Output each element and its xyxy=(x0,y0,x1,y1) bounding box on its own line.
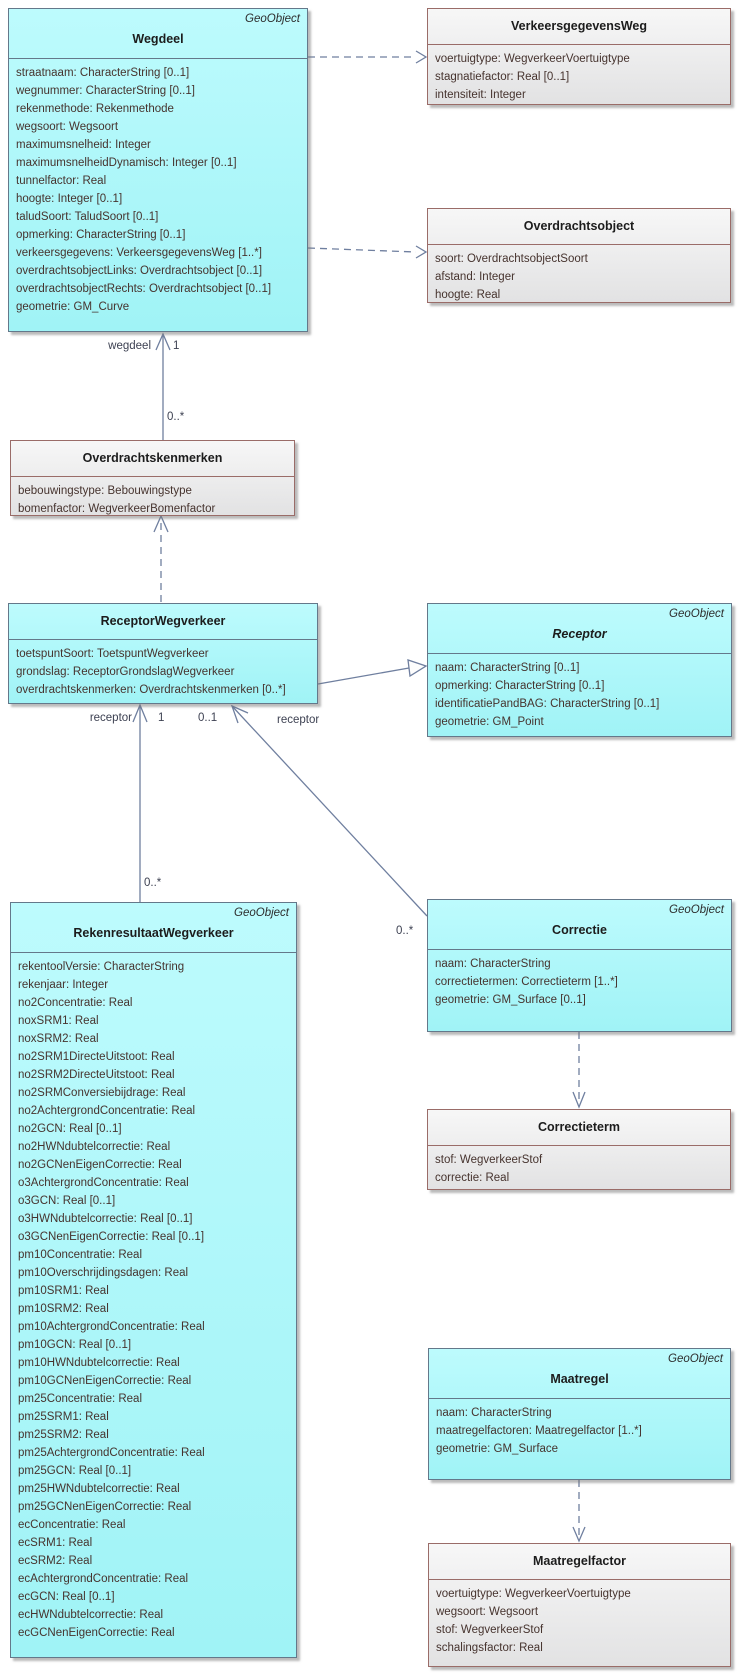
class-title: Overdrachtsobject xyxy=(523,219,635,233)
attribute: intensiteit: Integer xyxy=(435,89,526,101)
multiplicity-label: 1 xyxy=(173,340,180,352)
attribute-list xyxy=(429,1399,730,1458)
attribute: soort: OverdrachtsobjectSoort xyxy=(435,253,588,265)
connector-wegdeel-verkeersgegevensweg[interactable] xyxy=(308,51,426,63)
attribute-list xyxy=(428,245,730,304)
attribute-list xyxy=(428,654,731,731)
class-title: VerkeersgegevensWeg xyxy=(511,19,647,33)
connector-maatregel-maatregelfactor[interactable] xyxy=(573,1480,585,1541)
class-maatregelfactor[interactable] xyxy=(428,1543,731,1667)
attribute: maximumsnelheid: Integer xyxy=(16,139,151,151)
attribute: stagnatiefactor: Real [0..1] xyxy=(435,71,570,83)
attribute-list xyxy=(11,477,294,518)
attribute: verkeersgegevens: VerkeersgegevensWeg [1..*] xyxy=(16,247,262,259)
stereotype-label: GeoObject xyxy=(669,904,724,916)
attribute: maximumsnelheidDynamisch: Integer [0..1] xyxy=(16,157,237,169)
connector-receptorwegverkeer-receptor[interactable] xyxy=(318,660,426,684)
class-header xyxy=(428,9,730,45)
attribute: pm10HWNdubtelcorrectie: Real xyxy=(18,1357,180,1369)
class-header xyxy=(428,900,731,950)
attribute: pm25GCN: Real [0..1] xyxy=(18,1465,132,1477)
attribute: voertuigtype: WegverkeerVoertuigtype xyxy=(435,53,630,65)
attribute: pm10GCNenEigenCorrectie: Real xyxy=(18,1375,192,1387)
class-title: ReceptorWegverkeer xyxy=(100,614,226,628)
attribute: pm10GCN: Real [0..1] xyxy=(18,1339,132,1351)
class-header xyxy=(9,604,317,640)
attribute: no2SRM1DirecteUitstoot: Real xyxy=(18,1051,175,1063)
attribute: pm25Concentratie: Real xyxy=(18,1393,143,1405)
class-header xyxy=(428,209,730,245)
attribute: ecSRM1: Real xyxy=(18,1537,93,1549)
attribute: no2GCN: Real [0..1] xyxy=(18,1123,122,1135)
attribute: no2Concentratie: Real xyxy=(18,997,133,1009)
multiplicity-label: 0..* xyxy=(167,411,185,423)
class-header xyxy=(11,441,294,477)
attribute: pm25SRM2: Real xyxy=(18,1429,109,1441)
attribute: pm25GCNenEigenCorrectie: Real xyxy=(18,1501,192,1513)
attribute: geometrie: GM_Point xyxy=(435,716,544,728)
class-title: Maatregelfactor xyxy=(532,1554,627,1568)
attribute: wegnummer: CharacterString [0..1] xyxy=(16,85,195,97)
attribute: rekenmethode: Rekenmethode xyxy=(16,103,174,115)
attribute-list xyxy=(428,1146,730,1187)
attribute: overdrachtskenmerken: Overdrachtskenmerken [0..*] xyxy=(16,684,286,696)
attribute: correctietermen: Correctieterm [1..*] xyxy=(435,976,618,988)
attribute: hoogte: Integer [0..1] xyxy=(16,193,123,205)
class-title: Maatregel xyxy=(550,1372,609,1386)
attribute: stof: WegverkeerStof xyxy=(435,1154,543,1166)
attribute: o3GCNenEigenCorrectie: Real [0..1] xyxy=(18,1231,205,1243)
stereotype-label: GeoObject xyxy=(668,1353,723,1365)
attribute: ecConcentratie: Real xyxy=(18,1519,126,1531)
attribute: pm10SRM1: Real xyxy=(18,1285,109,1297)
connector-overdrachtskenmerken-wegdeel[interactable] xyxy=(156,334,170,440)
attribute: overdrachtsobjectLinks: Overdrachtsobject [0..1] xyxy=(16,265,263,277)
attribute: o3GCN: Real [0..1] xyxy=(18,1195,116,1207)
attribute: o3HWNdubtelcorrectie: Real [0..1] xyxy=(18,1213,193,1225)
class-wegdeel[interactable] xyxy=(8,8,308,332)
attribute: pm25SRM1: Real xyxy=(18,1411,109,1423)
class-correctie[interactable] xyxy=(427,899,732,1032)
attribute-list xyxy=(9,640,317,699)
attribute: ecGCNenEigenCorrectie: Real xyxy=(18,1627,175,1639)
attribute: naam: CharacterString xyxy=(436,1407,552,1419)
attribute: ecGCN: Real [0..1] xyxy=(18,1591,115,1603)
attribute: geometrie: GM_Surface [0..1] xyxy=(435,994,586,1006)
class-receptor[interactable] xyxy=(427,603,732,737)
attribute: pm10SRM2: Real xyxy=(18,1303,109,1315)
attribute: pm25HWNdubtelcorrectie: Real xyxy=(18,1483,180,1495)
class-title: Correctie xyxy=(552,923,607,937)
class-receptorwegverkeer[interactable] xyxy=(8,603,318,704)
attribute-list xyxy=(9,59,307,316)
attribute: ecHWNdubtelcorrectie: Real xyxy=(18,1609,164,1621)
connector-receptorwegverkeer-overdrachtskenmerken[interactable] xyxy=(154,516,168,602)
attribute: toetspuntSoort: ToetspuntWegverkeer xyxy=(16,648,209,660)
attribute: noxSRM1: Real xyxy=(18,1015,99,1027)
class-title: Correctieterm xyxy=(538,1120,620,1134)
class-correctieterm[interactable] xyxy=(427,1109,731,1190)
stereotype-label: GeoObject xyxy=(245,13,300,25)
attribute: rekentoolVersie: CharacterString xyxy=(18,961,185,973)
multiplicity-label: 1 xyxy=(158,712,165,724)
stereotype-label: GeoObject xyxy=(234,907,289,919)
attribute: bomenfactor: WegverkeerBomenfactor xyxy=(18,503,216,515)
class-verkeersgegevensweg[interactable] xyxy=(427,8,731,105)
attribute: geometrie: GM_Curve xyxy=(16,301,130,313)
attribute: pm10Overschrijdingsdagen: Real xyxy=(18,1267,189,1279)
class-rekenresultaatwegverkeer[interactable] xyxy=(10,902,297,1658)
class-header xyxy=(429,1349,730,1399)
attribute: no2GCNenEigenCorrectie: Real xyxy=(18,1159,182,1171)
attribute: noxSRM2: Real xyxy=(18,1033,99,1045)
attribute: voertuigtype: WegverkeerVoertuigtype xyxy=(436,1588,631,1600)
attribute: wegsoort: Wegsoort xyxy=(436,1606,539,1618)
attribute: bebouwingstype: Bebouwingstype xyxy=(18,485,192,497)
class-overdrachtsobject[interactable] xyxy=(427,208,731,303)
class-maatregel[interactable] xyxy=(428,1348,731,1480)
class-title: RekenresultaatWegverkeer xyxy=(73,926,234,940)
attribute: taludSoort: TaludSoort [0..1] xyxy=(16,211,159,223)
attribute: correctie: Real xyxy=(435,1172,510,1184)
attribute: naam: CharacterString xyxy=(435,958,551,970)
attribute: overdrachtsobjectRechts: Overdrachtsobject [0..1] xyxy=(16,283,272,295)
multiplicity-label: 0..1 xyxy=(198,712,218,724)
attribute: grondslag: ReceptorGrondslagWegverkeer xyxy=(16,666,235,678)
role-label-receptor: receptor xyxy=(277,714,320,726)
attribute-list xyxy=(429,1580,730,1657)
attribute: hoogte: Real xyxy=(435,289,501,301)
attribute: no2AchtergrondConcentratie: Real xyxy=(18,1105,196,1117)
attribute: rekenjaar: Integer xyxy=(18,979,109,991)
class-title: Receptor xyxy=(552,627,607,641)
class-header xyxy=(429,1544,730,1580)
attribute: no2SRM2DirecteUitstoot: Real xyxy=(18,1069,175,1081)
attribute: opmerking: CharacterString [0..1] xyxy=(435,680,605,692)
attribute: wegsoort: Wegsoort xyxy=(16,121,119,133)
connector-correctie-receptorwegverkeer[interactable] xyxy=(232,706,427,916)
connector-correctie-correctieterm[interactable] xyxy=(573,1032,585,1107)
attribute: pm25AchtergrondConcentratie: Real xyxy=(18,1447,205,1459)
attribute: no2HWNdubtelcorrectie: Real xyxy=(18,1141,171,1153)
attribute-list xyxy=(428,45,730,104)
attribute: opmerking: CharacterString [0..1] xyxy=(16,229,186,241)
attribute: stof: WegverkeerStof xyxy=(436,1624,544,1636)
class-title: Wegdeel xyxy=(132,32,184,46)
connector-wegdeel-overdrachtsobject[interactable] xyxy=(308,246,426,258)
attribute: pm10Concentratie: Real xyxy=(18,1249,143,1261)
attribute: ecSRM2: Real xyxy=(18,1555,93,1567)
class-header xyxy=(11,903,296,953)
attribute: naam: CharacterString [0..1] xyxy=(435,662,580,674)
role-label-wegdeel: wegdeel xyxy=(108,340,151,352)
stereotype-label: GeoObject xyxy=(669,608,724,620)
attribute-list xyxy=(11,953,296,1642)
multiplicity-label: 0..* xyxy=(396,925,414,937)
class-header xyxy=(9,9,307,59)
class-header xyxy=(428,1110,730,1146)
attribute: maatregelfactoren: Maatregelfactor [1..*] xyxy=(436,1425,642,1437)
role-label-receptor: receptor xyxy=(89,712,132,724)
attribute: identificatiePandBAG: CharacterString [0..1] xyxy=(435,698,660,710)
class-overdrachtskenmerken[interactable] xyxy=(10,440,295,516)
attribute-list xyxy=(428,950,731,1009)
class-header xyxy=(428,604,731,654)
attribute: afstand: Integer xyxy=(435,271,515,283)
class-title: Overdrachtskenmerken xyxy=(82,451,223,465)
attribute: o3AchtergrondConcentratie: Real xyxy=(18,1177,189,1189)
attribute: no2SRMConversiebijdrage: Real xyxy=(18,1087,186,1099)
attribute: geometrie: GM_Surface xyxy=(436,1443,559,1455)
multiplicity-label: 0..* xyxy=(144,877,162,889)
attribute: schalingsfactor: Real xyxy=(436,1642,543,1654)
attribute: straatnaam: CharacterString [0..1] xyxy=(16,67,190,79)
connector-rekenresultaat-receptorwegverkeer[interactable] xyxy=(133,705,147,902)
attribute: pm10AchtergrondConcentratie: Real xyxy=(18,1321,205,1333)
attribute: ecAchtergrondConcentratie: Real xyxy=(18,1573,189,1585)
attribute: tunnelfactor: Real xyxy=(16,175,107,187)
